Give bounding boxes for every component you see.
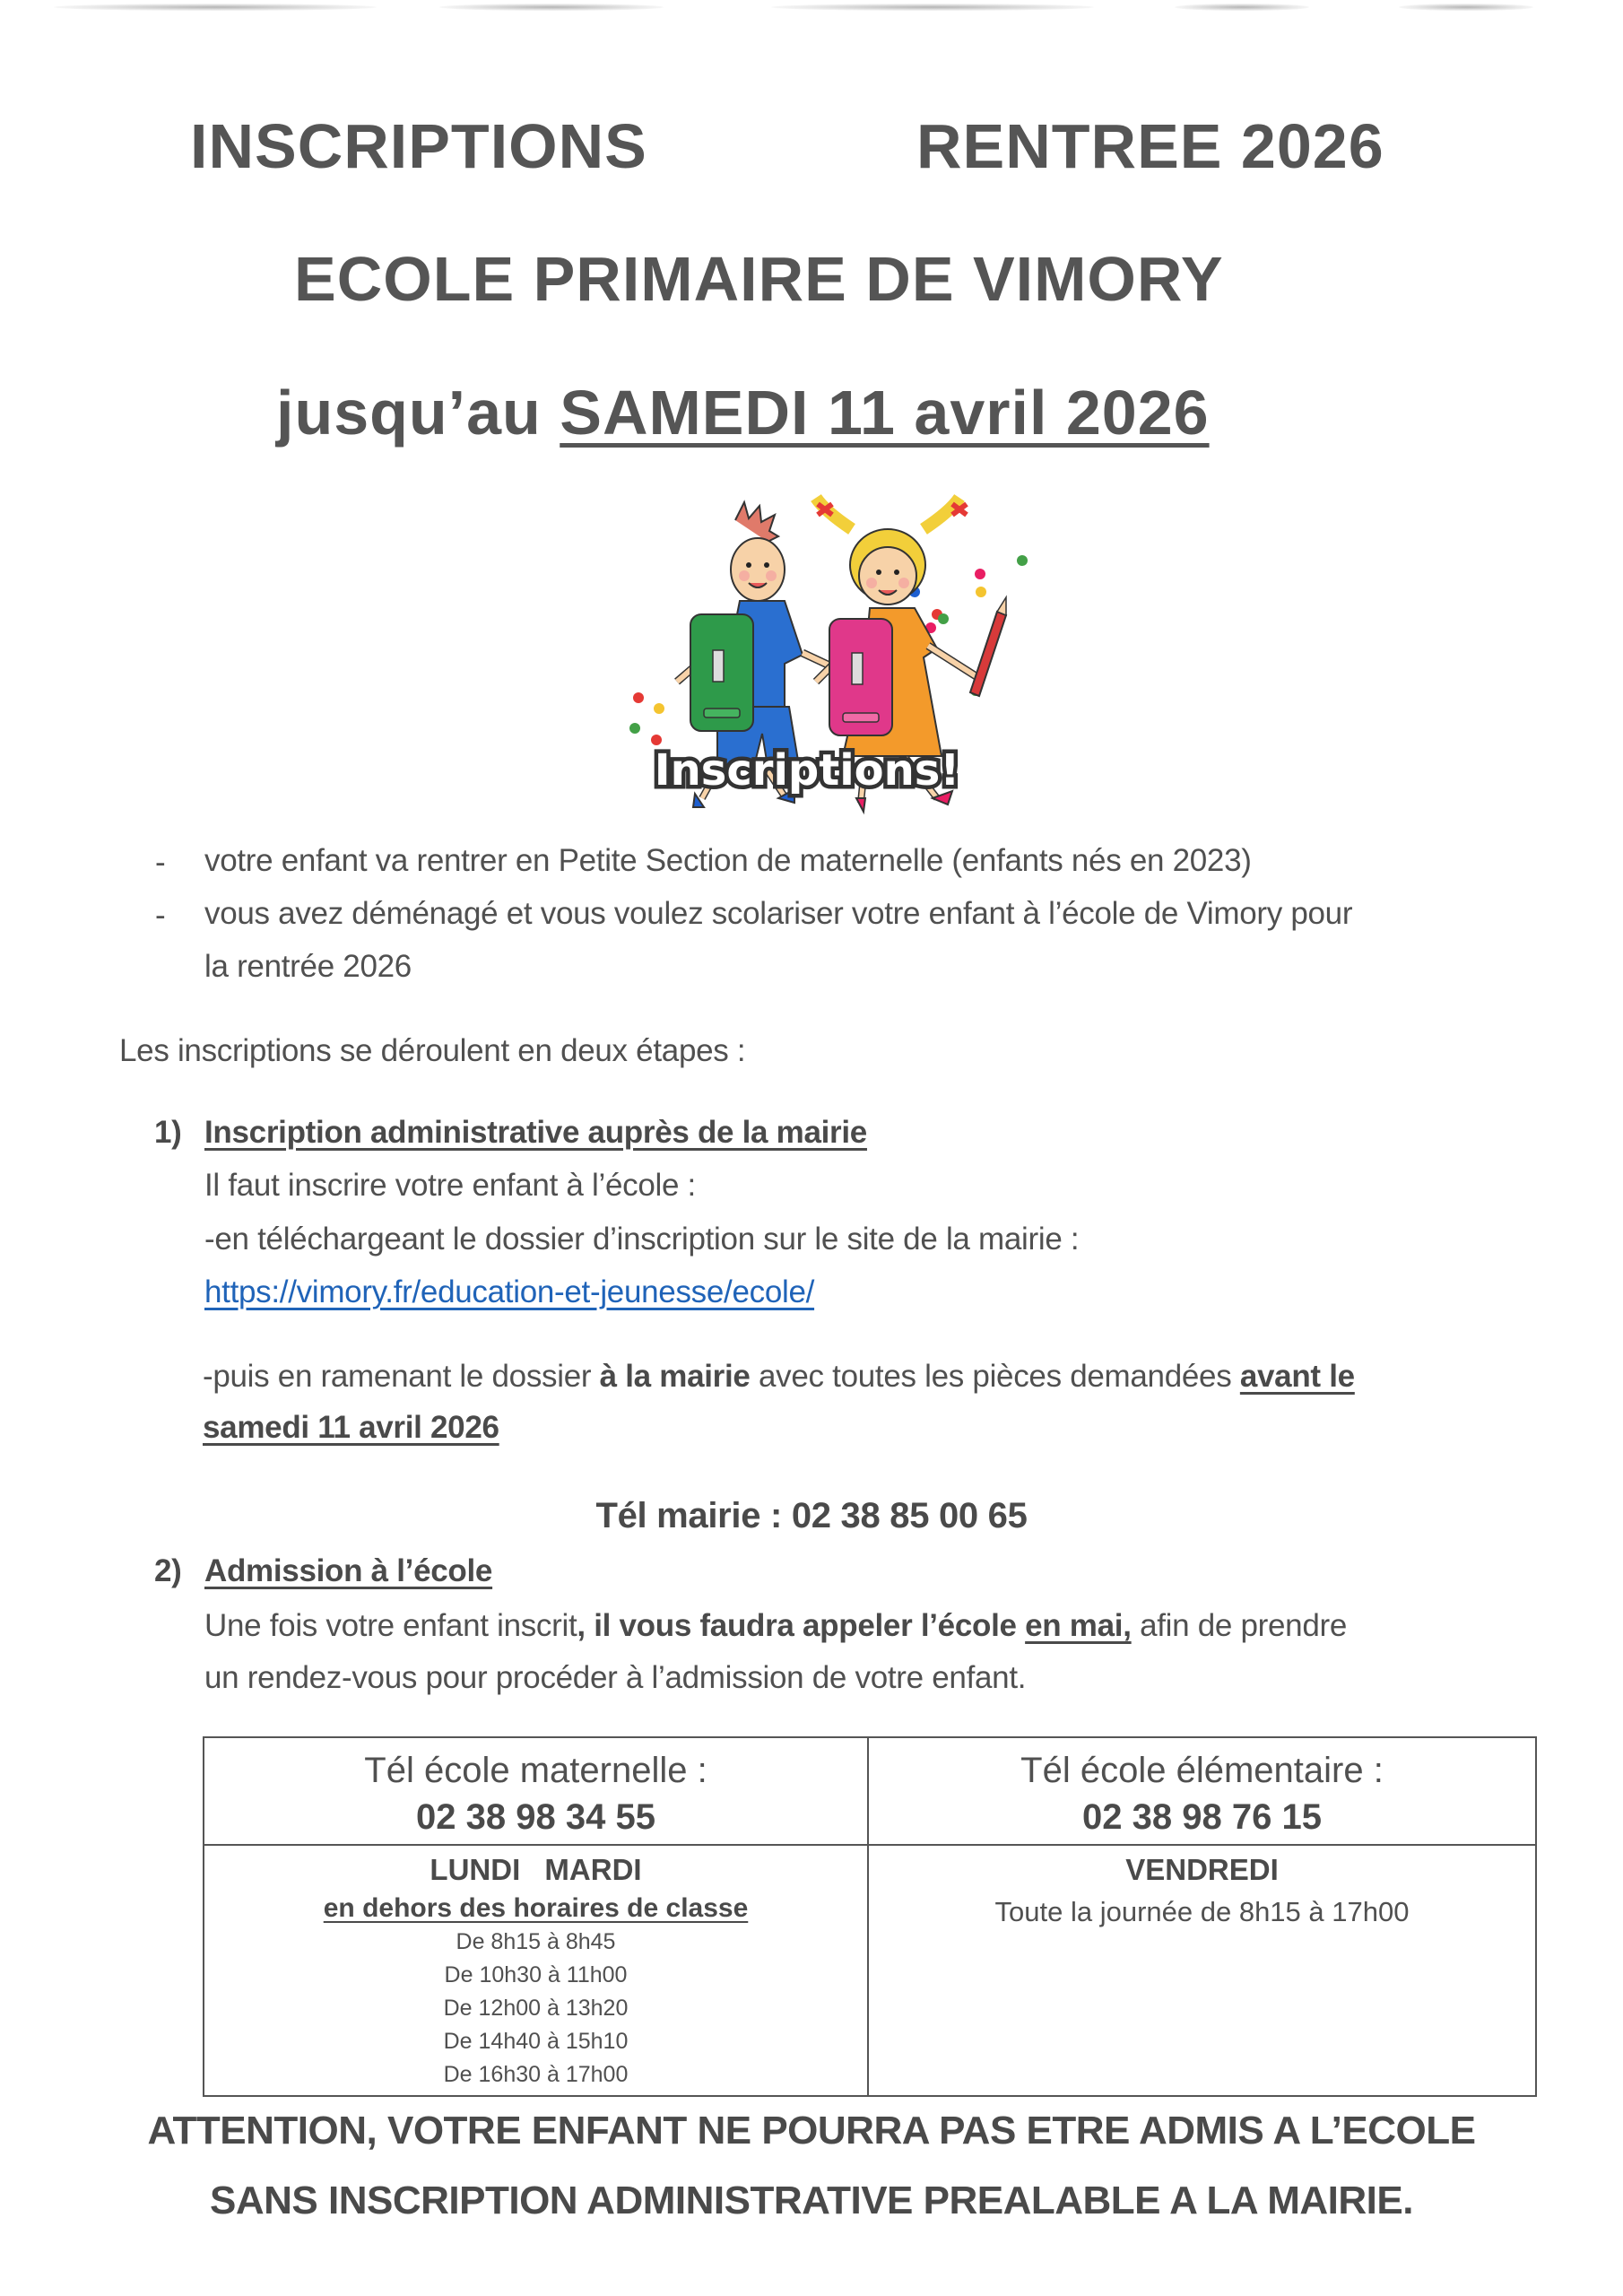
scan-artifact [439, 4, 664, 11]
bullet-item: votre enfant va rentrer en Petite Section de maternelle (enfants nés en 2023) [204, 843, 1252, 878]
scan-artifact [1399, 4, 1533, 11]
bullet-dash: - [155, 845, 166, 880]
elementaire-title: Tél école élémentaire : [1020, 1751, 1384, 1790]
bullet-dash: - [155, 898, 166, 933]
maternelle-title: Tél école maternelle : [364, 1751, 707, 1790]
illustration-caption: Inscriptions! [654, 745, 960, 796]
step1-line3-text: -puis en ramenant le dossier [203, 1359, 600, 1394]
kids-illustration [583, 493, 1049, 816]
scan-artifact [1175, 4, 1309, 11]
maternelle-days: LUNDI MARDI [430, 1853, 642, 1886]
elementaire-days: VENDREDI [1125, 1853, 1279, 1886]
intro-text: Les inscriptions se déroulent en deux étapes : [119, 1033, 746, 1068]
title-inscriptions: INSCRIPTIONS [190, 111, 647, 181]
step1-deadline-part-b: samedi 11 avril 2026 [203, 1410, 499, 1445]
bullet-item: vous avez déménagé et vous voulez scolariser votre enfant à l’école de Vimory pour [204, 896, 1353, 931]
maternelle-header-cell [204, 1737, 868, 1845]
elementaire-hours-cell [868, 1845, 1536, 2096]
scan-artifact [771, 4, 1094, 11]
title-rentree: RENTREE 2026 [916, 111, 1384, 181]
mairie-website-link[interactable]: https://vimory.fr/education-et-jeunesse/ecole/ [204, 1274, 815, 1309]
elementaire-hours: Toute la journée de 8h15 à 17h00 [994, 1895, 1410, 1927]
warning-line-1: ATTENTION, VOTRE ENFANT NE POURRA PAS ETRE ADMIS A L’ECOLE [147, 2109, 1476, 2152]
time-slot: De 14h40 à 15h10 [443, 2028, 629, 2054]
step1-number: 1) [154, 1115, 182, 1150]
step1-line2: -en téléchargeant le dossier d’inscription sur le site de la mairie : [204, 1222, 1080, 1257]
step1-line3-bold: à la mairie [599, 1359, 751, 1394]
children-backpacks-icon [583, 493, 1049, 816]
step2-heading: Admission à l’école [204, 1553, 493, 1588]
bullet-item-continuation: la rentrée 2026 [204, 949, 412, 984]
deadline-prefix: jusqu’au [276, 378, 542, 448]
step2-line1-bold: , il vous faudra appeler l’école [577, 1608, 1026, 1643]
maternelle-hours-cell [204, 1845, 868, 2096]
contacts-table [203, 1736, 1537, 2097]
step2-line1-text2: afin de prendre [1131, 1608, 1348, 1643]
warning-line-2: SANS INSCRIPTION ADMINISTRATIVE PREALABLE A LA MAIRIE. [210, 2179, 1413, 2222]
step1-heading: Inscription administrative auprès de la mairie [204, 1115, 867, 1150]
maternelle-note: en dehors des horaires de classe [323, 1892, 749, 1923]
scan-artifact [54, 4, 377, 11]
elementaire-phone: 02 38 98 76 15 [1082, 1797, 1322, 1837]
time-slot: De 10h30 à 11h00 [444, 1961, 628, 1987]
step2-line1-underlined: en mai, [1025, 1608, 1132, 1643]
deadline-heading [276, 378, 1210, 448]
time-slot: De 16h30 à 17h00 [443, 2061, 629, 2087]
step1-deadline-part-a: avant le [1239, 1359, 1355, 1394]
step2-line1-text: Une fois votre enfant inscrit [204, 1608, 577, 1643]
maternelle-phone: 02 38 98 34 55 [416, 1797, 655, 1837]
step2-number: 2) [154, 1553, 182, 1588]
step2-line2: un rendez-vous pour procéder à l’admission de votre enfant. [204, 1660, 1027, 1695]
step1-line3-text2: avec toutes les pièces demandées [750, 1359, 1240, 1394]
deadline-date: SAMEDI 11 avril 2026 [560, 378, 1210, 448]
elementaire-header-cell [868, 1737, 1536, 1845]
pencil [970, 612, 1006, 696]
time-slot: De 12h00 à 13h20 [443, 1995, 629, 2021]
time-slot: De 8h15 à 8h45 [456, 1928, 616, 1954]
step2-line1 [204, 1610, 1347, 1641]
step1-line3 [203, 1361, 1355, 1392]
school-name: ECOLE PRIMAIRE DE VIMORY [294, 244, 1224, 314]
mairie-phone: Tél mairie : 02 38 85 00 65 [595, 1496, 1028, 1535]
step1-line1: Il faut inscrire votre enfant à l’école : [204, 1168, 696, 1203]
